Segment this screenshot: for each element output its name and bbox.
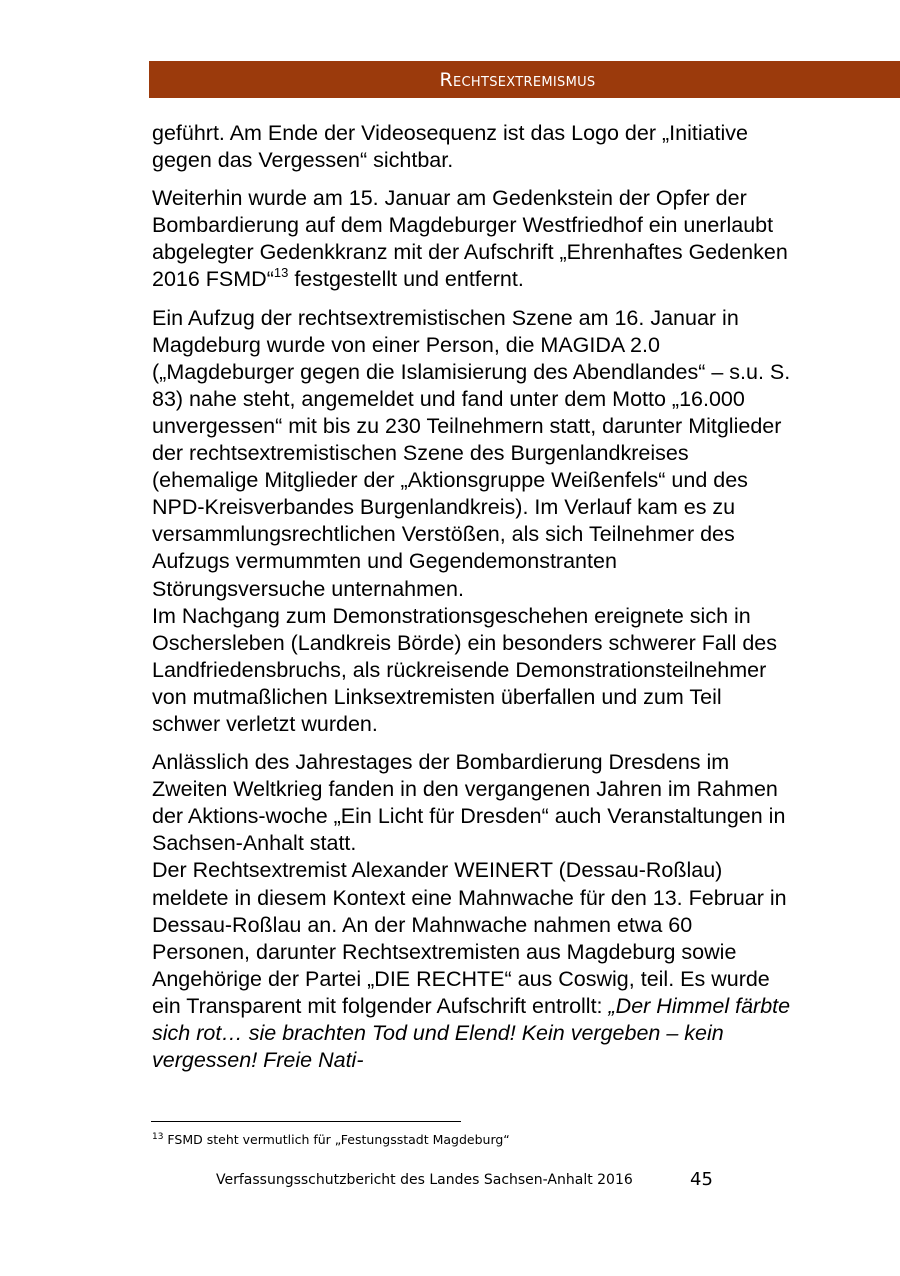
paragraph-text: Ein Aufzug der rechtsextremistischen Szene am 16. Januar in Magdeburg wurde von einer Person, die MAGIDA 2.0 („Magdeburger gegen die Islamisierung des Abendlandes“ – s.u. S. 83) nahe steht, angemeldet und fand unter dem Motto „16.000 unvergessen“ mit bis zu 230 Teilnehmern statt, darunter Mitglieder der rechtsextremistischen Szene des Burgenlandkreises (ehemalige Mitglieder der „Aktionsgruppe Weißenfels“ und des NPD-Kreisverbandes Burgenlandkreis). Im Verlauf kam es zu versammlungsrechtlichen Verstößen, als sich Teilnehmer des Aufzugs vermummten und Gegendemonstranten Störungsversuche unternahmen. — [152, 305, 791, 601]
banner-quote: „Der Himmel färbte sich rot… sie brachten Tod und Elend! Kein vergeben – kein vergessen! Freie Nati- — [152, 993, 791, 1073]
paragraph-text: Anlässlich des Jahrestages der Bombardierung Dresdens im Zweiten Weltkrieg fanden in den vergangenen Jahren im Rahmen der Aktions-woche „Ein Licht für Dresden“ auch Veranstaltungen in Sachsen-Anhalt statt. — [152, 750, 786, 856]
chapter-title: Rechtsextremismus — [439, 68, 596, 91]
paragraph-text: Weiterhin wurde am 15. Januar am Gedenkstein der Opfer der Bombardierung auf dem Magdeburger Westfriedhof ein unerlaubt abgelegter Gedenkkranz mit der Aufschrift „Ehrenhaftes Gedenken 2016 FSMD“ — [152, 186, 788, 292]
footer-publication: Verfassungsschutzbericht des Landes Sachsen-Anhalt 2016 — [216, 1172, 633, 1188]
footnote-reference: 13 — [273, 265, 289, 281]
body-text — [152, 120, 792, 1085]
chapter-header — [149, 61, 900, 98]
paragraph — [152, 749, 792, 1074]
paragraph-text: Im Nachgang zum Demonstrationsgeschehen ereignete sich in Oschersleben (Landkreis Börde) ein besonders schwerer Fall des Landfriedensbruchs, als rückreisende Demonstrationsteilnehmer von mutmaßlichen Linksextremisten überfallen und zum Teil schwer verletzt wurden. — [152, 603, 778, 736]
paragraph — [152, 305, 792, 739]
paragraph — [152, 185, 792, 293]
footnote-number: 13 — [152, 1132, 164, 1142]
footnote-divider — [151, 1121, 461, 1122]
paragraph-text: geführt. Am Ende der Videosequenz ist das Logo der „Initiative gegen das Vergessen“ sichtbar. — [152, 121, 749, 173]
footnote-text: FSMD steht vermutlich für „Festungsstadt Magdeburg“ — [163, 1132, 510, 1148]
paragraph — [152, 120, 792, 174]
paragraph-text: Der Rechtsextremist Alexander WEINERT (Dessau-Roßlau) meldete in diesem Kontext eine Mahnwache für den 13. Februar in Dessau-Roßlau an. An der Mahnwache nahmen etwa 60 Personen, darunter Rechtsextremisten aus Magdeburg sowie Angehörige der Partei „DIE RECHTE“ aus Coswig, teil. Es wurde ein Transparent mit folgender Aufschrift entrollt: — [152, 858, 787, 1018]
paragraph-text: festgestellt und entfernt. — [288, 267, 524, 292]
footnote — [152, 1132, 510, 1147]
page-number: 45 — [690, 1169, 713, 1190]
